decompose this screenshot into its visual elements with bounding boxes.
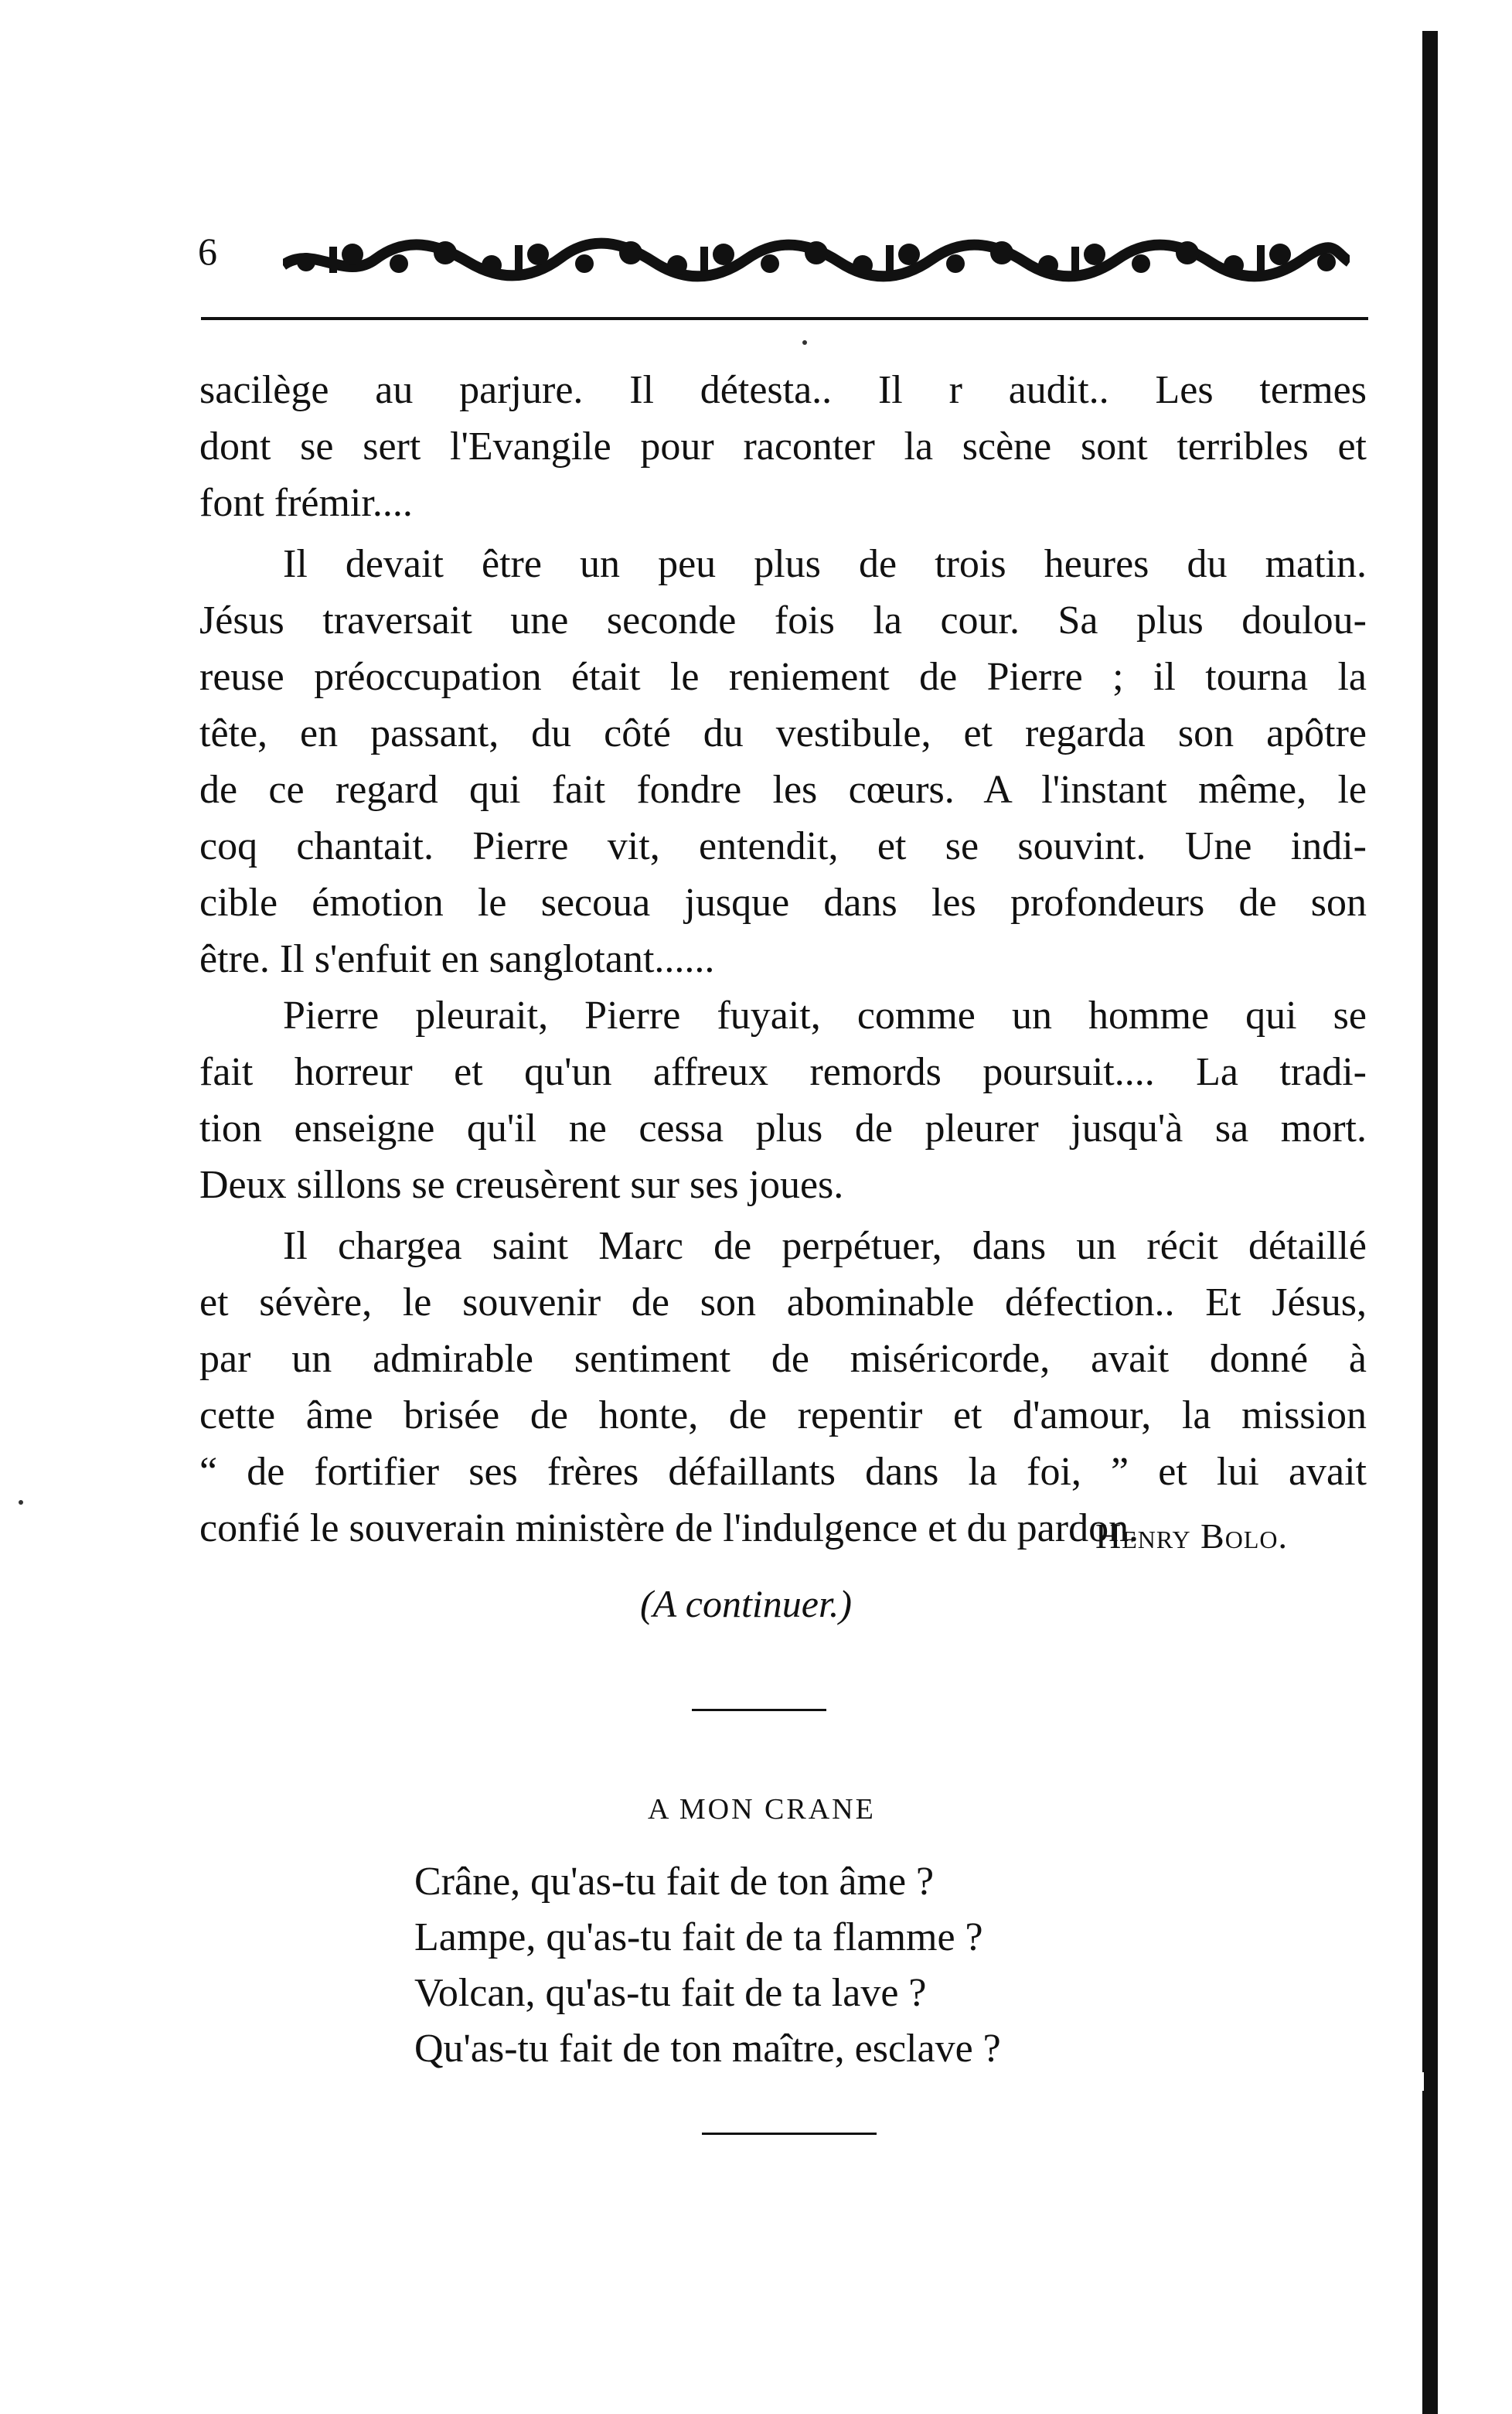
text-line: cette âme brisée de honte, de repentir et d'amour, la mission <box>199 1393 1367 1437</box>
author-signature: Henry Bolo. <box>1095 1516 1288 1556</box>
binding-edge <box>1422 31 1438 2414</box>
text-line: Jésus traversait une seconde fois la cour. Sa plus doulou- <box>199 598 1367 643</box>
decorative-vine-band-icon <box>283 236 1350 282</box>
text-line: Il chargea saint Marc de perpétuer, dans un récit détaillé <box>283 1224 1367 1268</box>
text-line: Pierre pleurait, Pierre fuyait, comme un homme qui se <box>283 994 1367 1038</box>
text-line: fait horreur et qu'un affreux remords poursuit.... La tradi- <box>199 1050 1367 1094</box>
text-line: par un admirable sentiment de miséricorde, avait donné à <box>199 1337 1367 1381</box>
closing-divider <box>702 2133 877 2135</box>
article-body <box>199 362 1367 1556</box>
poem-line: Qu'as-tu fait de ton maître, esclave ? <box>414 2027 1001 2071</box>
text-line: coq chantait. Pierre vit, entendit, et se souvint. Une indi- <box>199 824 1367 868</box>
poem-line: Volcan, qu'as-tu fait de ta lave ? <box>414 1971 927 2015</box>
text-line: dont se sert l'Evangile pour raconter la scène sont terribles et <box>199 424 1367 469</box>
header-rule <box>201 317 1368 320</box>
text-line: Il devait être un peu plus de trois heures du matin. <box>283 542 1367 586</box>
text-line: tion enseigne qu'il ne cessa plus de pleurer jusqu'à sa mort. <box>199 1106 1367 1151</box>
text-line: Deux sillons se creusèrent sur ses joues. <box>199 1163 844 1207</box>
ink-speck <box>19 1500 23 1505</box>
page-number: 6 <box>198 230 217 273</box>
text-line: reuse préoccupation était le reniement de Pierre ; il tourna la <box>199 655 1367 699</box>
text-line: être. Il s'enfuit en sanglotant...... <box>199 937 715 981</box>
text-line: “ de fortifier ses frères défaillants dans la foi, ” et lui avait <box>199 1450 1367 1494</box>
continuation-note: (A continuer.) <box>640 1582 853 1625</box>
section-divider <box>692 1709 826 1711</box>
poem-stanza <box>414 1854 1001 2077</box>
poem-line: Lampe, qu'as-tu fait de ta flamme ? <box>414 1915 983 1959</box>
text-line: et sévère, le souvenir de son abominable défection.. Et Jésus, <box>199 1280 1367 1325</box>
poem-title: A MON CRANE <box>648 1793 876 1826</box>
binding-notch <box>1415 2072 1424 2091</box>
text-line: font frémir.... <box>199 481 413 525</box>
poem-line: Crâne, qu'as-tu fait de ton âme ? <box>414 1860 935 1904</box>
text-line: de ce regard qui fait fondre les cœurs. A l'instant même, le <box>199 768 1367 812</box>
text-line: tête, en passant, du côté du vestibule, et regarda son apôtre <box>199 711 1367 755</box>
text-line: cible émotion le secoua jusque dans les profondeurs de son <box>199 881 1367 925</box>
text-line: confié le souverain ministère de l'indulgence et du pardon. <box>199 1506 1139 1550</box>
text-line: sacilège au parjure. Il détesta.. Il r audit.. Les termes <box>199 368 1367 412</box>
ink-speck <box>802 340 807 345</box>
